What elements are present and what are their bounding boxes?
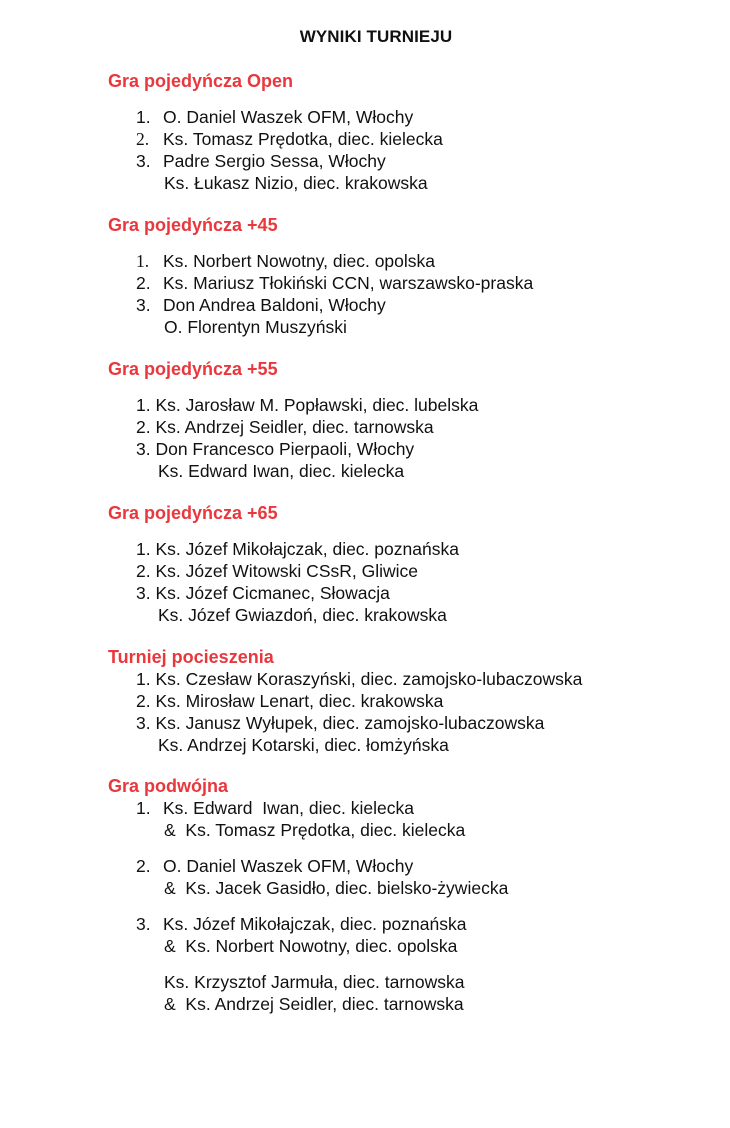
- result-line: O. Florentyn Muszyński: [164, 317, 347, 337]
- result-line: [108, 913, 508, 935]
- result-line: 2. Ks. Mirosław Lenart, diec. krakowska: [136, 691, 444, 711]
- result-line: Ks. Edward Iwan, diec. kielecka: [158, 461, 405, 481]
- partner-line: & Ks. Norbert Nowotny, diec. opolska: [164, 936, 458, 956]
- section-heading: Turniej pocieszenia: [108, 647, 274, 667]
- result-line: Ks. Krzysztof Jarmuła, diec. tarnowska: [164, 972, 465, 992]
- section-heading: Gra pojedyńcza Open: [108, 71, 294, 91]
- result-line: [108, 797, 508, 819]
- section-heading: Gra pojedyńcza +65: [108, 503, 278, 523]
- result-line: [108, 106, 443, 128]
- result-line: Ks. Andrzej Kotarski, diec. łomżyńska: [158, 735, 449, 755]
- rank: 2.: [136, 273, 151, 293]
- player: Ks. Norbert Nowotny, diec. opolska: [163, 251, 436, 271]
- result-line: [108, 250, 533, 272]
- result-line: 1. Ks. Jarosław M. Popławski, diec. lubelska: [136, 395, 479, 415]
- rank: 1.: [136, 798, 151, 818]
- rank: 3.: [136, 295, 151, 315]
- player: Ks. Tomasz Prędotka, diec. kielecka: [163, 129, 443, 149]
- section-consolation: [108, 646, 582, 756]
- result-line: 1. Ks. Czesław Koraszyński, diec. zamojsko-lubaczowska: [136, 669, 583, 689]
- section-45: [108, 214, 533, 338]
- result-line: 3. Ks. Józef Cicmanec, Słowacja: [136, 583, 390, 603]
- result-line: [108, 128, 443, 150]
- result-line: 1. Ks. Józef Mikołajczak, diec. poznańska: [136, 539, 459, 559]
- rank: 2.: [136, 129, 150, 149]
- partner-line: & Ks. Jacek Gasidło, diec. bielsko-żywiecka: [164, 878, 509, 898]
- player: O. Daniel Waszek OFM, Włochy: [163, 856, 414, 876]
- player: Ks. Edward Iwan, diec. kielecka: [163, 798, 414, 818]
- result-line: [108, 150, 443, 172]
- player: Don Andrea Baldoni, Włochy: [163, 295, 386, 315]
- player: Padre Sergio Sessa, Włochy: [163, 151, 386, 171]
- result-line: [108, 855, 508, 877]
- result-line: Ks. Józef Gwiazdoń, diec. krakowska: [158, 605, 447, 625]
- player: Ks. Józef Mikołajczak, diec. poznańska: [163, 914, 467, 934]
- result-line: 3. Don Francesco Pierpaoli, Włochy: [136, 439, 415, 459]
- page-title: WYNIKI TURNIEJU: [299, 27, 453, 46]
- player: Ks. Mariusz Tłokiński CCN, warszawsko-praska: [163, 273, 534, 293]
- result-line: 2. Ks. Andrzej Seidler, diec. tarnowska: [136, 417, 434, 437]
- section-doubles: [108, 775, 508, 1015]
- result-line: [108, 294, 533, 316]
- result-line: 2. Ks. Józef Witowski CSsR, Gliwice: [136, 561, 418, 581]
- result-line: Ks. Łukasz Nizio, diec. krakowska: [164, 173, 428, 193]
- section-65: [108, 502, 459, 626]
- rank: 1.: [136, 251, 150, 271]
- result-line: [108, 272, 533, 294]
- partner-line: & Ks. Andrzej Seidler, diec. tarnowska: [164, 994, 464, 1014]
- partner-line: & Ks. Tomasz Prędotka, diec. kielecka: [164, 820, 466, 840]
- rank: 2.: [136, 856, 151, 876]
- section-open: [108, 70, 443, 194]
- player: O. Daniel Waszek OFM, Włochy: [163, 107, 414, 127]
- section-heading: Gra podwójna: [108, 776, 229, 796]
- rank: 3.: [136, 151, 151, 171]
- section-heading: Gra pojedyńcza +45: [108, 215, 278, 235]
- section-55: [108, 358, 478, 482]
- rank: 1.: [136, 107, 151, 127]
- section-heading: Gra pojedyńcza +55: [108, 359, 278, 379]
- rank: 3.: [136, 914, 151, 934]
- result-line: 3. Ks. Janusz Wyłupek, diec. zamojsko-lubaczowska: [136, 713, 545, 733]
